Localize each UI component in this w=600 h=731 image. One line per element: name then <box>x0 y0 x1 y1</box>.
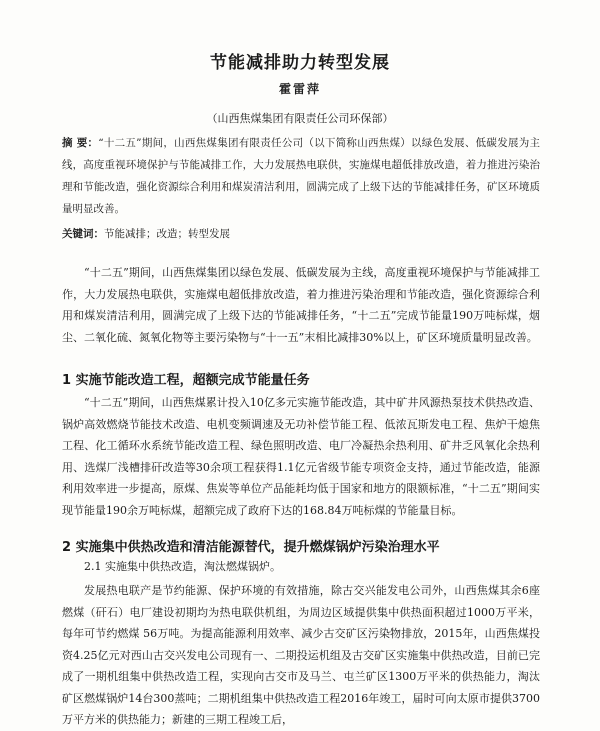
keywords <box>62 226 540 241</box>
author-affiliation: （山西焦煤集团有限责任公司环保部） <box>206 112 394 125</box>
abstract-label: 摘 要： <box>62 137 99 149</box>
abstract <box>62 132 540 220</box>
intro-paragraph: “十二五”期间，山西焦煤集团以绿色发展、低碳发展为主线，高度重视环境保护与节能减排工作，大力发展热电联供，实施煤电超低排放改造，着力推进污染治理和节能改造，强化资源综合利用和煤炭清洁利用，圆满完成了上级下达的节能减排任务，“十二五”完成节能量190万吨标煤，烟尘、二氧化硫、氮氧化物等主要污染物与“十一五”末相比减排30%以上，矿区环境质量明显改善。 <box>62 266 540 344</box>
section-2-1-heading: 2.1 实施集中供热改造，淘汰燃煤锅炉。 <box>84 560 281 573</box>
keywords-text: 节能减排；改造；转型发展 <box>104 228 230 240</box>
section-2-heading: 2 实施集中供热改造和清洁能源替代，提升燃煤锅炉污染治理水平 <box>62 540 440 555</box>
paper-title: 节能减排助力转型发展 <box>210 53 390 73</box>
section-1-paragraph: “十二五”期间，山西焦煤累计投入10亿多元实施节能改造，其中矿井风源热泵技术供热改造、锅炉高效燃烧节能技术改造、电机变频调速及无功补偿节能工程、低浓瓦斯发电工程、焦炉干熄焦工程、化工循环水系统节能改造工程、绿色照明改造、电厂冷凝热余热利用、矿井乏风氧化余热利用、选煤厂浅槽排矸改造等30余项工程获得1.1亿元省级节能专项资金支持，通过节能改造，能源利用效率进一步提高，原煤、焦炭等单位产品能耗均低于国家和地方的限额标准，“十二五”期间实现节能量190余万吨标煤，超额完成了政府下达的168.84万吨标煤的节能量目标。 <box>62 396 540 517</box>
abstract-text: “十二五”期间，山西焦煤集团有限责任公司（以下简称山西焦煤）以绿色发展、低碳发展为主线，高度重视环境保护与节能减排工作，大力发展热电联供，实施煤电超低排放改造，着力推进污染治理和节能改造，强化资源综合利用和煤炭清洁利用，圆满完成了上级下达的节能减排任务，矿区环境质量明显改善。 <box>62 137 541 215</box>
keywords-label: 关键词： <box>62 228 104 240</box>
section-1-body <box>62 392 540 521</box>
intro-section <box>62 262 540 348</box>
section-2-paragraph: 发展热电联产是节约能源、保护环境的有效措施，除古交兴能发电公司外，山西焦煤其余6座燃煤（矸石）电厂建设初期均为热电联供机组，为周边区域提供集中供热面积超过1000万平米，每年可节约燃煤 56万吨。为提高能源利用效率、减少古交矿区污染物排放，2015年，山西焦煤投资4.25亿元对西山古交兴发电公司现有一、二期投运机组及古交矿区实施集中供热改造，目前已完成了一期机组集中供热改造工程，实现向古交市及马兰、屯兰矿区1300万平米的供热能力，淘汰矿区燃煤锅炉14台300蒸吨；二期机组集中供热改造工程2016年竣工，届时可向太原市提供3700万平方米的供热能力；新建的三期工程竣工后， <box>62 584 540 726</box>
author-name: 霍雷萍 <box>278 82 321 96</box>
section-1-heading: 1 实施节能改造工程，超额完成节能量任务 <box>62 373 310 388</box>
section-2-body <box>62 580 540 731</box>
